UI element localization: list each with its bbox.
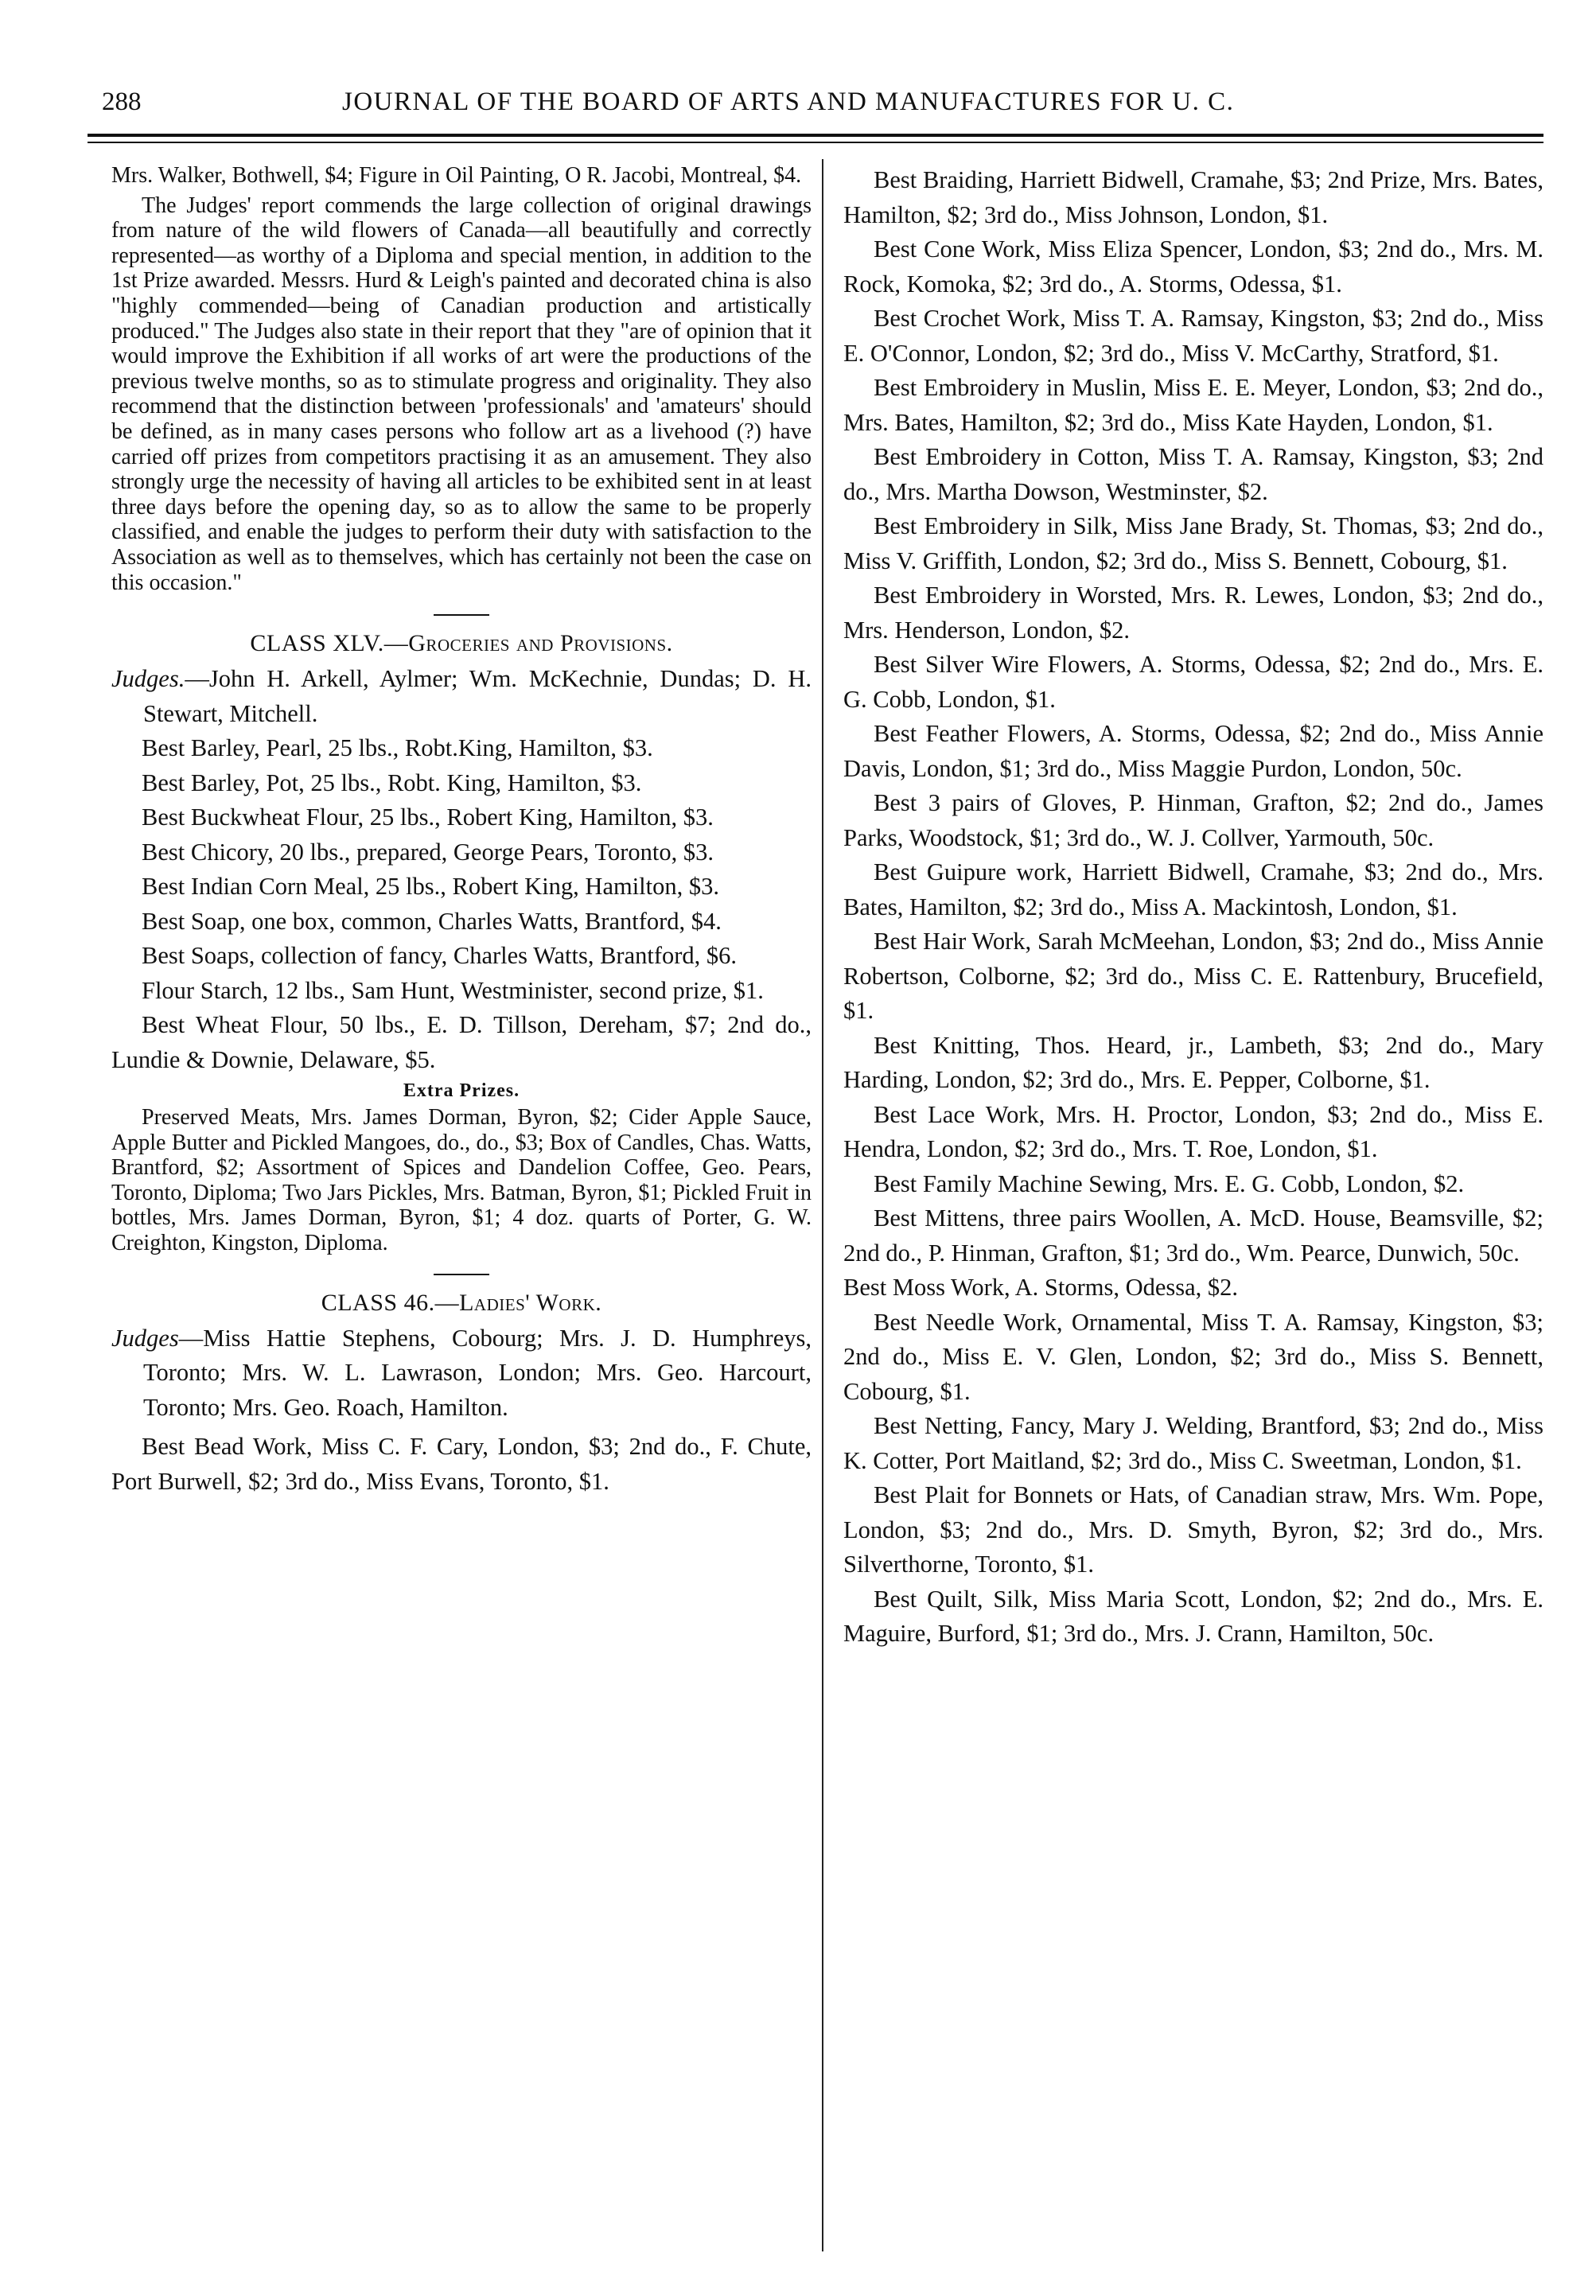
page-header (80, 80, 1528, 127)
class-45-number: CLASS XLV.— (250, 630, 409, 657)
prize-item: Best Mittens, three pairs Woollen, A. McD. House, Beamsville, $2; 2nd do., P. Hinman, Grafton, $1; 3rd do., Wm. Pearce, Dunwich, 50c. (843, 1204, 1543, 1267)
prize-item: Best Chicory, 20 lbs., prepared, George Pears, Toronto, $3. (142, 838, 714, 866)
class-46-title: Ladies' Work. (459, 1289, 602, 1316)
prize-item: Flour Starch, 12 lbs., Sam Hunt, Westminister, second prize, $1. (142, 976, 764, 1004)
prize-item: Best Embroidery in Cotton, Miss T. A. Ramsay, Kingston, $3; 2nd do., Mrs. Martha Dowson, Westminster, $2. (843, 443, 1543, 505)
prize-item: Best Crochet Work, Miss T. A. Ramsay, Kingston, $3; 2nd do., Miss E. O'Connor, London, $2; 3rd do., Miss V. McCarthy, Stratford, $1. (843, 305, 1543, 367)
running-head: JOURNAL OF THE BOARD OF ARTS AND MANUFACTURES FOR U. C. (342, 88, 1235, 116)
judges-report-paragraph: The Judges' report commends the large collection of original drawings from nature of the wild flowers of Canada—all beautifully and correctly represented—as worthy of a Diploma and special mention, in addition to the 1st Prize awarded. Messrs. Hurd & Leigh's painted and decorated china is also "highly commended—being of Canadian production and artistically produced." The Judges also state in their report that they "are of opinion that it would improve the Exhibition if all works of art were the productions of the previous twelve months, so as to stimulate progress and originality. They also recommend that the distinction between 'professionals' and 'amateurs' should be defined, as in many cases persons who follow art as a livehood (?) have carried off prizes from competitors practising it as an amusement. They also strongly urge the necessity of having all articles to be exhibited sent in at least three days before the opening day, so as to allow the same to be properly classified, and enable the judges to perform their duty with satisfaction to the Association as well as to themselves, which has certainly not been the case on this occasion." (111, 193, 812, 595)
prize-item: Best Barley, Pot, 25 lbs., Robt. King, Hamilton, $3. (142, 769, 642, 796)
prize-item: Best Embroidery in Muslin, Miss E. E. Meyer, London, $3; 2nd do., Mrs. Bates, Hamilton, $2; 3rd do., Miss Kate Hayden, London, $1. (843, 374, 1543, 436)
prize-item: Best Embroidery in Worsted, Mrs. R. Lewes, London, $3; 2nd do., Mrs. Henderson, London, $2. (843, 582, 1543, 644)
prize-item: Best 3 pairs of Gloves, P. Hinman, Grafton, $2; 2nd do., James Parks, Woodstock, $1; 3rd do., W. J. Collver, Yarmouth, 50c. (843, 789, 1543, 851)
column-divider (822, 159, 823, 2251)
prize-item: Best Cone Work, Miss Eliza Spencer, London, $3; 2nd do., Mrs. M. Rock, Komoka, $2; 3rd do., A. Storms, Odessa, $1. (843, 235, 1543, 298)
prize-item: Best Soap, one box, common, Charles Watts, Brantford, $4. (142, 907, 722, 935)
page-number: 288 (102, 88, 142, 116)
extra-prizes-heading: Extra Prizes. (403, 1080, 520, 1102)
prize-item: Best Guipure work, Harriett Bidwell, Cramahe, $3; 2nd do., Mrs. Bates, Hamilton, $2; 3rd do., Miss A. Mackintosh, London, $1. (843, 858, 1543, 920)
judges-label: Judges. (111, 665, 185, 693)
prize-item: Best Silver Wire Flowers, A. Storms, Odessa, $2; 2nd do., Mrs. E. G. Cobb, London, $1. (843, 651, 1543, 713)
prize-item: Best Soaps, collection of fancy, Charles Watts, Brantford, $6. (142, 942, 738, 970)
extra-prizes-paragraph: Preserved Meats, Mrs. James Dorman, Byron, $2; Cider Apple Sauce, Apple Butter and Pickled Mangoes, do., do., $3; Box of Candles, Chas. Watts, Brantford, $2; Assortment of Spices and Dandelion Coffee, Geo. Pears, Toronto, Diploma; Two Jars Pickles, Mrs. Batman, Byron, $1; Pickled Fruit in bottles, Mrs. James Dorman, Byron, $1; 4 doz. quarts of Porter, G. W. Creighton, Kingston, Diploma. (111, 1105, 812, 1256)
class-46-number: CLASS 46.— (321, 1289, 460, 1316)
judges-label: Judges (111, 1324, 179, 1352)
class-46-heading (111, 1290, 812, 1317)
prize-item: Best Needle Work, Ornamental, Miss T. A. Ramsay, Kingston, $3; 2nd do., Miss E. V. Glen, London, $2; 3rd do., Miss S. Bennett, Cobourg, $1. (843, 1308, 1543, 1405)
prize-item: Best Buckwheat Flour, 25 lbs., Robert King, Hamilton, $3. (142, 804, 714, 831)
prize-item: Best Embroidery in Silk, Miss Jane Brady, St. Thomas, $3; 2nd do., Miss V. Griffith, London, $2; 3rd do., Miss S. Bennett, Cobourg, $1. (843, 512, 1543, 574)
intro-paragraph: Mrs. Walker, Bothwell, $4; Figure in Oil Painting, O R. Jacobi, Montreal, $4. (111, 163, 802, 188)
judges-names: —Miss Hattie Stephens, Cobourg; Mrs. J. D. Humphreys, Toronto; Mrs. W. L. Lawrason, London; Mrs. Geo. Harcourt, Toronto; Mrs. Geo. Roach, Hamilton. (143, 1324, 812, 1421)
prize-item: Best Bead Work, Miss C. F. Cary, London, $3; 2nd do., F. Chute, Port Burwell, $2; 3rd do., Miss Evans, Toronto, $1. (111, 1433, 812, 1495)
class-46-judges (111, 1321, 812, 1426)
prize-item: Best Lace Work, Mrs. H. Proctor, London, $3; 2nd do., Miss E. Hendra, London, $2; 3rd do., Mrs. T. Roe, London, $1. (843, 1100, 1543, 1162)
left-column (111, 163, 812, 1499)
prize-item: Best Barley, Pearl, 25 lbs., Robt.King, Hamilton, $3. (142, 734, 653, 762)
prize-item: Best Braiding, Harriett Bidwell, Cramahe, $3; 2nd Prize, Mrs. Bates, Hamilton, $2; 3rd do., Miss Johnson, London, $1. (843, 166, 1543, 228)
section-rule (434, 614, 489, 616)
header-rule-thin (88, 142, 1543, 143)
judges-names: —John H. Arkell, Aylmer; Wm. McKechnie, Dundas; D. H. Stewart, Mitchell. (143, 665, 812, 727)
prize-item: Best Hair Work, Sarah McMeehan, London, $3; 2nd do., Miss Annie Robertson, Colborne, $2; 3rd do., Miss C. E. Rattenbury, Brucefield, $1. (843, 928, 1543, 1024)
section-rule (434, 1274, 489, 1275)
prize-item: Best Family Machine Sewing, Mrs. E. G. Cobb, London, $2. (874, 1169, 1465, 1197)
class-45-judges (111, 662, 812, 731)
class-45-heading (111, 630, 812, 657)
prize-item: Best Wheat Flour, 50 lbs., E. D. Tillson, Dereham, $7; 2nd do., Lundie & Downie, Delaware, $5. (111, 1011, 812, 1073)
prize-item: Best Netting, Fancy, Mary J. Welding, Brantford, $3; 2nd do., Miss K. Cotter, Port Maitland, $2; 3rd do., Miss C. Sweetman, London, $1. (843, 1412, 1543, 1474)
prize-item: Best Feather Flowers, A. Storms, Odessa, $2; 2nd do., Miss Annie Davis, London, $1; 3rd do., Miss Maggie Purdon, London, 50c. (843, 720, 1543, 782)
header-rule-thick (88, 134, 1543, 137)
prize-item: Best Plait for Bonnets or Hats, of Canadian straw, Mrs. Wm. Pope, London, $3; 2nd do., Mrs. D. Smyth, Byron, $2; 3rd do., Mrs. Silverthorne, Toronto, $1. (843, 1481, 1543, 1578)
prize-item: Best Knitting, Thos. Heard, jr., Lambeth, $3; 2nd do., Mary Harding, London, $2; 3rd do., Mrs. E. Pepper, Colborne, $1. (843, 1031, 1543, 1093)
class-45-title: Groceries and Provisions. (408, 630, 673, 657)
prize-item: Best Quilt, Silk, Miss Maria Scott, London, $2; 2nd do., Mrs. E. Maguire, Burford, $1; 3rd do., Mrs. J. Crann, Hamilton, 50c. (843, 1585, 1543, 1647)
prize-item: Best Moss Work, A. Storms, Odessa, $2. (843, 1274, 1239, 1301)
prize-item: Best Indian Corn Meal, 25 lbs., Robert King, Hamilton, $3. (142, 873, 719, 901)
right-column (843, 163, 1543, 1652)
